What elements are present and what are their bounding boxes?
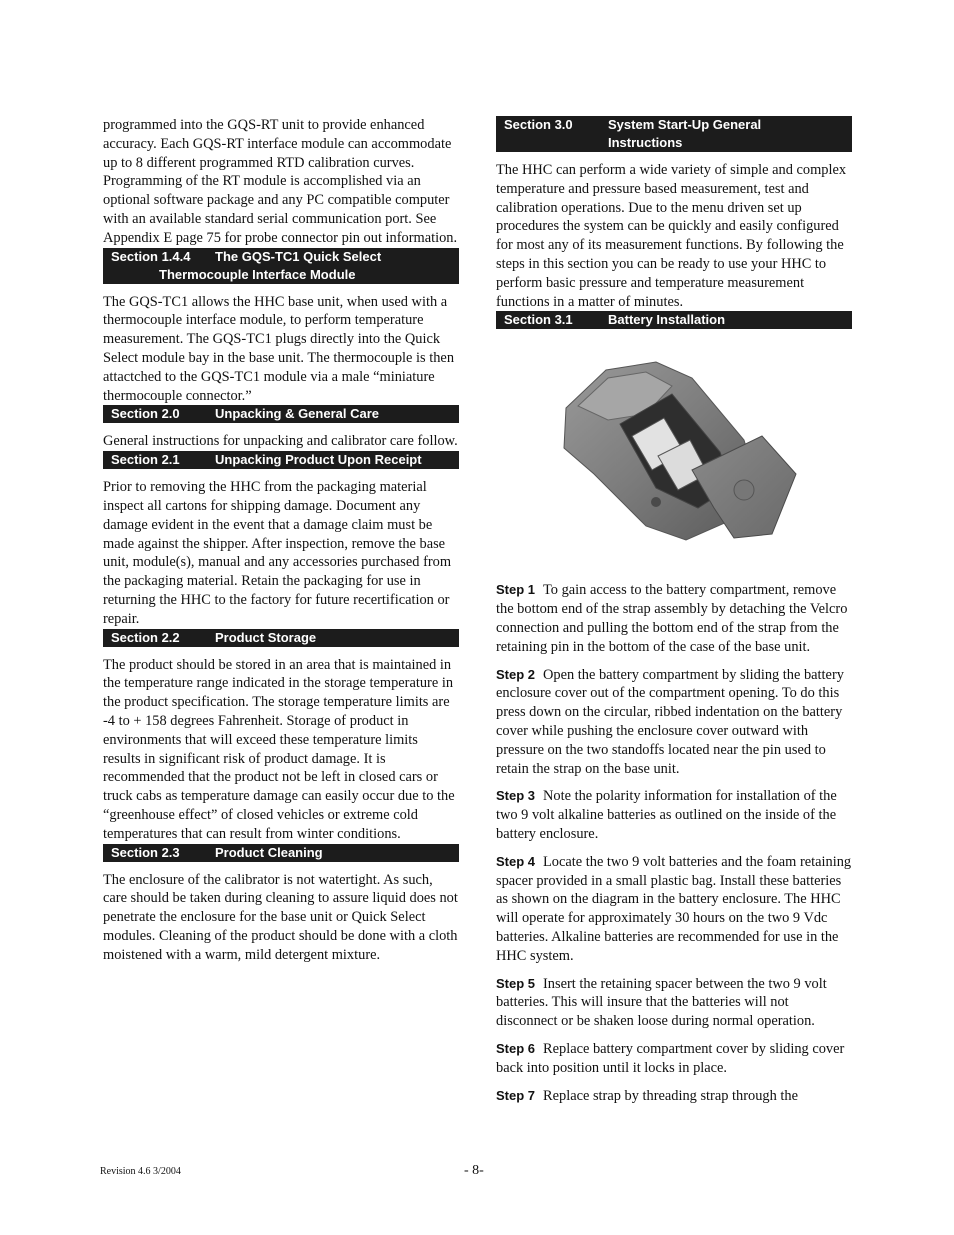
step-text: Replace battery compartment cover by sliding cover back into position until it locks in place. (496, 1040, 845, 1076)
step-item (496, 975, 852, 1031)
section-title: The GQS-TC1 Quick Select (215, 248, 382, 264)
left-column (103, 116, 459, 964)
revision-note: Revision 4.6 3/2004 (100, 1166, 181, 1177)
section-title: Product Cleaning (215, 844, 323, 860)
section-header-2-0 (103, 405, 459, 423)
section-number: Section 2.1 (111, 452, 180, 468)
section-header-1-4-4 (103, 248, 459, 284)
step-text: Note the polarity information for installation of the two 9 volt alkaline batteries as outlined on the inside of the battery enclosure. (496, 788, 837, 842)
section-title: Battery Installation (608, 312, 726, 328)
section-title-line2: Instructions (608, 135, 683, 150)
step-item (496, 1040, 852, 1078)
paragraph-general-care: General instructions for unpacking and calibrator care follow. (103, 433, 458, 450)
section-title-line2: Thermocouple Interface Module (159, 266, 356, 282)
section-header-2-1 (103, 451, 459, 469)
section-number: Section 3.1 (504, 312, 573, 328)
step-text: Open the battery compartment by sliding the battery enclosure cover out of the compartment opening. To do this press down on the circular, ribbed indentation on the battery cover while pushing the enclosure cover outward with pressure on the two standoffs located near the pin used to retain the strap on the base unit. (496, 666, 844, 777)
section-number: Section 2.2 (111, 629, 180, 645)
step-item (496, 853, 852, 966)
section-header-2-2 (103, 629, 459, 647)
section-number: Section 2.3 (111, 844, 180, 860)
step-text: To gain access to the battery compartment, remove the bottom end of the strap assembly by detaching the Velcro connection and pulling the bottom end of the strap from the retaining pin in the bottom of the case of the base unit. (496, 582, 848, 655)
section-title: Unpacking & General Care (215, 406, 379, 422)
step-text: Locate the two 9 volt batteries and the foam retaining spacer provided in a small plastic bag. Install these batteries as shown on the diagram in the battery enclosure. The HHC will operate for approximately 30 hours on the two 9 Vdc batteries. Alkaline batteries are recommended for use in the HHC system. (496, 853, 852, 964)
section-header-3-1 (496, 311, 852, 329)
step-item (496, 666, 852, 779)
step-label: Step 7 (496, 1087, 536, 1103)
paragraph-gqs-tc1: The GQS-TC1 allows the HHC base unit, when used with a thermocouple interface module, to perform temperature measurement. The GQS-TC1 plugs directly into the Quick Select module bay in the base unit. The thermocouple is then attactched to the GQS-TC1 module via a male “miniature thermocouple connector.” (103, 293, 455, 404)
paragraph-storage: The product should be stored in an area that is maintained in the temperature range indicated in the storage temperature in the product specification. The storage temperature limits are -4 to + 158 degrees Fahrenheit. Storage of product in environments that will exceed these temperature limits results in significant risk of product damage. It is recommended that the product not be left in closed cars or truck cabs as temperature damage can easily occur due to the “greenhouse effect” of closed vehicles or extreme cold temperatures that can result from winter conditions. (103, 656, 455, 842)
intro-paragraph: programmed into the GQS-RT unit to provide enhanced accuracy. Each GQS-RT interface module can accommodate up to 8 different programmed RTD calibration curves. Programming of the RT module is accomplished via an optional software package and any PC compatible computer with an available standard serial communication port. See Appendix E page 75 for probe connector pin out information. (103, 117, 458, 246)
page-number: - 8- (464, 1163, 484, 1178)
step-label: Step 1 (496, 582, 536, 598)
section-header-3-0 (496, 116, 852, 152)
section-number: Section 2.0 (111, 406, 180, 422)
step-item (496, 1087, 852, 1106)
step-label: Step 4 (496, 853, 536, 869)
section-number: Section 1.4.4 (111, 248, 191, 264)
section-number: Section 3.0 (504, 117, 573, 132)
step-label: Step 6 (496, 1040, 536, 1056)
paragraph-unpacking: Prior to removing the HHC from the packaging material inspect all cartons for shipping damage. Document any damage evident in the event that a damage claim must be made against the shipper. After inspection, remove the base unit, module(s), manual and any accessories purchased from the packaging material. Retain the packaging for use in returning the HHC to the factory for future recertification or repair. (103, 479, 452, 627)
section-title: Product Storage (215, 629, 317, 645)
paragraph-cleaning: The enclosure of the calibrator is not watertight. As such, care should be taken during cleaning to assure liquid does not penetrate the enclosure for the base unit or Quick Select modules. Cleaning of the product should be done with a cloth moistened with a warm, mild detergent mixture. (103, 871, 458, 963)
right-column (496, 116, 852, 1114)
step-list (496, 581, 852, 1105)
battery-compartment-photo (496, 348, 852, 548)
step-text: Insert the retaining spacer between the two 9 volt batteries. This will insure that the batteries will not disconnect or be shaken loose during normal operation. (496, 975, 827, 1030)
paragraph-startup: The HHC can perform a wide variety of simple and complex temperature and pressure based measurement, test and calibration operations. Due to the menu driven set up procedures the system can be quickly and easily configured for most any of its measurement functions. By following the steps in this section you can be ready to use your HHC to perform basic pressure and temperature measurement functions in a matter of minutes. (496, 162, 847, 310)
step-item (496, 581, 852, 656)
step-text: Replace strap by threading strap through the (543, 1087, 798, 1104)
section-header-2-3 (103, 844, 459, 862)
step-label: Step 2 (496, 666, 536, 682)
step-label: Step 3 (496, 788, 536, 804)
section-title: Unpacking Product Upon Receipt (215, 452, 422, 468)
section-title: System Start-Up General (608, 117, 762, 132)
step-item (496, 787, 852, 843)
step-label: Step 5 (496, 975, 536, 991)
